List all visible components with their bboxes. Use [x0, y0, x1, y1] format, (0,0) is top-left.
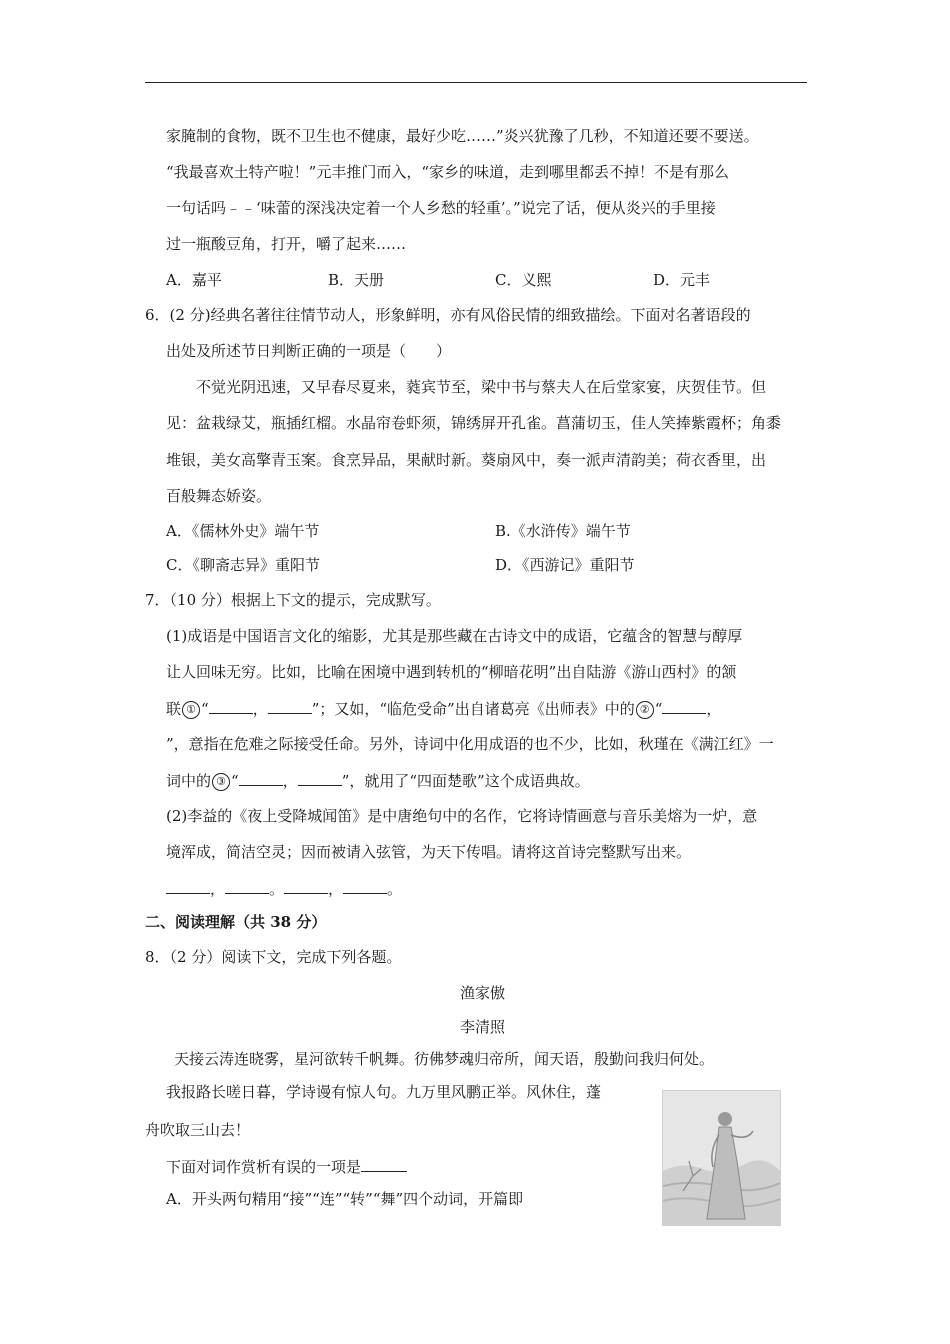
q8-question — [166, 1156, 407, 1177]
header-rule — [145, 82, 807, 83]
q7-punct: 。 — [269, 880, 285, 898]
poet-illustration — [662, 1090, 781, 1226]
q6-option-a: A．《儒林外史》端午节 — [166, 522, 320, 540]
q7-text-line: (2)李益的《夜上受降城闻笛》是中唐绝句中的名作，它将诗情画意与音乐美熔为一炉，意 — [166, 807, 758, 825]
q7-text: ， — [252, 700, 268, 718]
section-heading: 二、阅读理解（共 38 分） — [145, 913, 327, 931]
q7-text: ”；又如，“临危受命”出自诸葛亮《出师表》中的 — [311, 700, 635, 718]
q6-passage-line: 百般舞态娇姿。 — [166, 487, 272, 505]
q7-text-line: (1)成语是中国语言文化的缩影，尤其是那些藏在古诗文中的成语，它蕴含的智慧与醇厚 — [166, 627, 743, 645]
q6-passage-line: 见：盆栽绿艾，瓶插红榴。水晶帘卷虾须，锦绣屏开孔雀。菖蒲切玉，佳人笑捧紫霞杯；角黍 — [166, 414, 782, 432]
poem-verse: 我报路长嗟日暮，学诗谩有惊人句。九万里风鹏正举。风休住，蓬 — [166, 1083, 602, 1101]
q7-text-line: 境浑成，简洁空灵；因而被请入弦管，为天下传唱。请将这首诗完整默写出来。 — [166, 843, 692, 861]
q8-option-a: A．开头两句精用“接”“连”“转”“舞”四个动词，开篇即 — [166, 1190, 524, 1208]
q7-text: ， — [282, 772, 298, 790]
q8-stem: 8．（2 分）阅读下文，完成下列各题。 — [145, 948, 402, 966]
q7-punct: 。 — [387, 880, 403, 898]
q7-stem: 7．（10 分）根据上下文的提示，完成默写。 — [145, 591, 441, 609]
answer-blank-1a[interactable] — [209, 698, 253, 714]
option-c: C．义熙 — [495, 271, 552, 289]
q7-text-line: 让人回味无穷。比如，比喻在困境中遇到转机的“柳暗花明”出自陆游《游山西村》的颔 — [166, 663, 737, 681]
q7-punct: ， — [210, 880, 226, 898]
q7-text-line-blanks — [166, 698, 721, 719]
q6-option-b: B.《水浒传》端午节 — [495, 522, 631, 540]
poem-blank-1[interactable] — [166, 878, 210, 894]
q7-text-line-blanks — [166, 770, 590, 791]
q7-text: “ — [654, 700, 663, 718]
q7-text: 词中的 — [166, 772, 212, 790]
q7-punct: ， — [328, 880, 344, 898]
q7-text: “ — [231, 772, 239, 790]
passage-line: “我最喜欢土特产啦！”元丰推门而入，“家乡的味道，走到哪里都丢不掉！不是有那么 — [166, 163, 730, 181]
poet-figure-image — [663, 1091, 780, 1225]
passage-line: 家腌制的食物，既不卫生也不健康，最好少吃……”炎兴犹豫了几秒，不知道还要不要送。 — [166, 127, 759, 145]
q6-option-c: C．《聊斋志异》重阳节 — [166, 556, 320, 574]
option-b: B．天册 — [328, 271, 385, 289]
q7-text: 联 — [166, 700, 182, 718]
option-a: A．嘉平 — [166, 271, 222, 289]
q6-option-d: D．《西游记》重阳节 — [495, 556, 635, 574]
answer-blank-1b[interactable] — [268, 698, 312, 714]
circled-number-3: ③ — [212, 773, 230, 791]
q8-answer-blank[interactable] — [361, 1156, 407, 1172]
q8-question-text: 下面对词作赏析有误的一项是 — [166, 1158, 362, 1176]
poem-author: 李清照 — [460, 1018, 506, 1036]
circled-number-1: ① — [182, 701, 200, 719]
poem-blank-4[interactable] — [343, 878, 387, 894]
q6-stem-cont: 出处及所述节日判断正确的一项是（ ） — [166, 342, 452, 360]
poem-verse: 舟吹取三山去！ — [145, 1121, 251, 1139]
passage-line: 一句话吗﹣﹣‘味蕾的深浅决定着一个人乡愁的轻重’。”说完了话，便从炎兴的手里接 — [166, 199, 716, 217]
q6-stem: 6．(2 分)经典名著往往情节动人，形象鲜明，亦有风俗民情的细致描绘。下面对名著语段的 — [145, 306, 751, 324]
circled-number-2: ② — [636, 701, 654, 719]
q7-text-line: ”，意指在危难之际接受任命。另外，诗词中化用成语的也不少，比如，秋瑾在《满江红》一 — [166, 735, 774, 753]
poem-blank-2[interactable] — [225, 878, 269, 894]
q6-passage-line: 不觉光阴迅速，又早春尽夏来，蕤宾节至，梁中书与蔡夫人在后堂家宴，庆贺佳节。但 — [196, 378, 767, 396]
option-d: D．元丰 — [653, 271, 711, 289]
q7-text: “ — [201, 700, 209, 718]
poem-blank-3[interactable] — [284, 878, 328, 894]
poem-title: 渔家傲 — [460, 984, 506, 1002]
answer-blank-2a[interactable] — [662, 698, 706, 714]
q7-poem-blanks — [166, 878, 402, 899]
q7-text: ， — [706, 700, 722, 718]
answer-blank-3b[interactable] — [298, 770, 342, 786]
answer-blank-3a[interactable] — [239, 770, 283, 786]
poem-verse: 天接云涛连晓雾，星河欲转千帆舞。彷佛梦魂归帝所，闻天语，殷勤问我归何处。 — [174, 1050, 715, 1068]
passage-line: 过一瓶酸豆角，打开，嚼了起来…… — [166, 235, 407, 253]
q6-passage-line: 堆银，美女高擎青玉案。食烹异品，果献时新。葵扇风中，奏一派声清韵美；荷衣香里，出 — [166, 451, 767, 469]
q7-text: ”，就用了“四面楚歌”这个成语典故。 — [341, 772, 590, 790]
